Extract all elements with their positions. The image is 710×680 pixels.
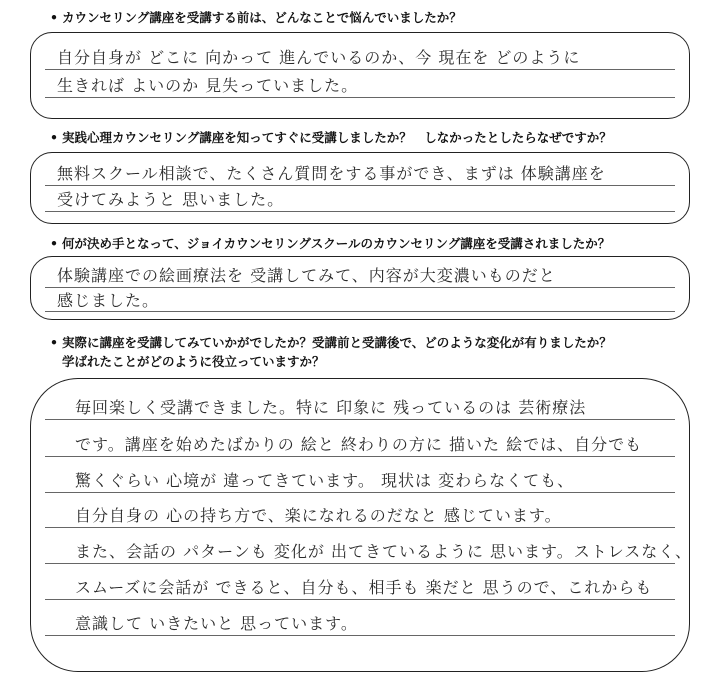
ruled-line <box>45 69 675 70</box>
ruled-line <box>45 211 675 212</box>
answer-3-line-2: 感じました。 <box>57 291 160 310</box>
answer-3-line-1: 体験講座での絵画療法を 受講してみて、内容が大変濃いものだと <box>57 266 556 285</box>
question-1-text: カウンセリング講座を受講する前は、どんなことで悩んでいましたか？ <box>62 10 462 25</box>
question-2-text: 実践心理カウンセリング講座を知ってすぐに受講しましたか？ しなかったとしたらなぜですか？ <box>62 130 612 145</box>
ruled-line <box>45 563 675 564</box>
question-4-text-2: 学ばれたことがどのように役立っていますか？ <box>62 354 325 369</box>
question-4 <box>50 333 612 352</box>
ruled-line <box>45 311 675 312</box>
bullet-dot: • <box>50 10 58 25</box>
ruled-line <box>45 185 675 186</box>
question-4-line-2 <box>62 352 325 371</box>
answer-4-line-7: 意識して いきたいと 思っています。 <box>75 614 358 633</box>
answer-box-2 <box>30 152 690 224</box>
ruled-line <box>45 456 675 457</box>
answer-1-line-1: 自分自身が どこに 向かって 進んでいるのか、今 現在を どのように <box>57 48 581 67</box>
ruled-line <box>45 527 675 528</box>
question-1 <box>50 8 462 27</box>
answer-4-line-2: です。講座を始めたばかりの 絵と 終わりの方に 描いた 絵では、自分でも <box>75 435 643 454</box>
answer-2-line-2: 受けてみようと 思いました。 <box>57 190 285 209</box>
answer-4-line-6: スムーズに会話が できると、自分も、相手も 楽だと 思うので、これからも <box>75 578 653 597</box>
answer-box-3 <box>30 256 690 320</box>
answer-2-line-1: 無料スクール相談で、たくさん質問をする事ができ、まずは 体験講座を <box>57 164 606 183</box>
bullet-dot: • <box>50 335 58 350</box>
ruled-line <box>45 419 675 420</box>
answer-4-line-1: 毎回楽しく受講できました。特に 印象に 残っているのは 芸術療法 <box>75 398 587 417</box>
question-3-text: 何が決め手となって、ジョイカウンセリングスクールのカウンセリング講座を受講されましたか？ <box>62 236 611 251</box>
answer-box-4 <box>30 378 690 672</box>
question-3 <box>50 234 611 253</box>
answer-4-line-5: また、会話の パターンも 変化が 出てきているように 思います。ストレスなく、 <box>75 542 692 561</box>
question-2 <box>50 128 612 147</box>
ruled-line <box>45 97 675 98</box>
bullet-dot: • <box>50 130 58 145</box>
question-4-text: 実際に講座を受講してみていかがでしたか？受講前と受講後で、どのような変化が有りましたか？ <box>62 335 612 350</box>
answer-1-line-2: 生きれば よいのか 見失っていました。 <box>57 76 359 95</box>
bullet-dot: • <box>50 236 58 251</box>
answer-4-line-3: 驚くぐらい 心境が 違ってきています。 現状は 変わらなくても、 <box>75 471 575 490</box>
ruled-line <box>45 599 675 600</box>
answer-4-line-4: 自分自身の 心の持ち方で、楽になれるのだなと 感じています。 <box>75 506 562 525</box>
ruled-line <box>45 492 675 493</box>
answer-box-1 <box>30 32 690 119</box>
ruled-line <box>45 635 675 636</box>
